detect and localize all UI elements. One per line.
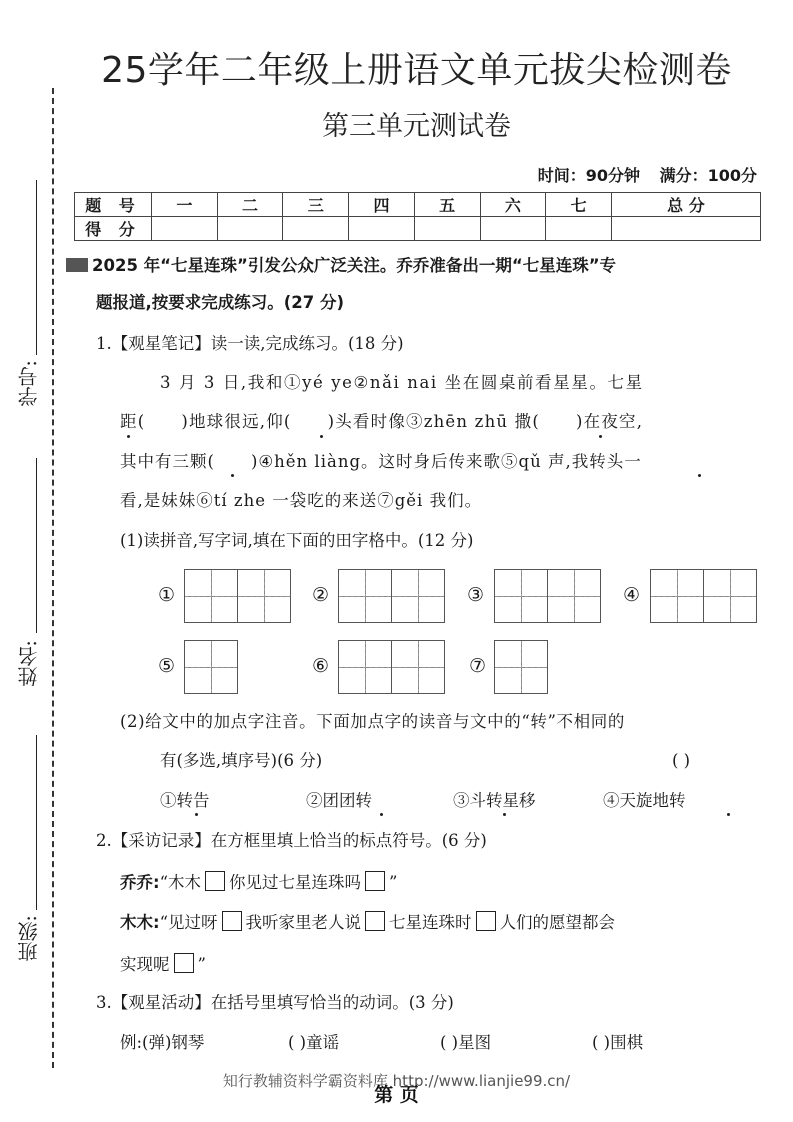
score-table-header-cell: 四 [349, 193, 415, 217]
tianzige-grid-2[interactable] [338, 569, 445, 623]
punctuation-box[interactable] [174, 953, 194, 973]
score-table-header-cell: 五 [414, 193, 480, 217]
exam-time: 时间：90分钟 [537, 166, 641, 185]
emphasis-dot [195, 813, 198, 816]
score-cell[interactable] [480, 217, 546, 241]
emphasis-dot [503, 813, 506, 816]
punctuation-box[interactable] [476, 911, 496, 931]
q1-sub2-answer[interactable]: ( ) [672, 751, 691, 770]
class-rule [36, 735, 37, 910]
grid-label: ③ [467, 584, 485, 606]
page-subtitle: 第三单元测试卷 [322, 111, 511, 142]
tianzige-grid-1[interactable] [184, 569, 291, 623]
emphasis-dot [380, 813, 383, 816]
name-rule [36, 458, 37, 633]
tianzige-grid-5[interactable] [184, 640, 238, 694]
tianzige-cell[interactable] [392, 641, 444, 693]
score-table-header-cell: 二 [217, 193, 283, 217]
tianzige-cell[interactable] [185, 570, 238, 622]
score-cell[interactable] [217, 217, 283, 241]
score-table-header-row [75, 193, 761, 217]
page-title: 25学年二年级上册语文单元拔尖检测卷 [101, 50, 732, 91]
q1-passage-line1: 3 月 3 日,我和①yé ye②nǎi nai 坐在圆桌前看星星。七星 [160, 373, 644, 392]
q1-sub2-line1: (2)给文中的加点字注音。下面加点字的读音与文中的“转”不相同的 [120, 712, 625, 731]
tianzige-cell[interactable] [651, 570, 704, 622]
q2-title: 2.【采访记录】在方框里填上恰当的标点符号。(6 分) [96, 831, 487, 850]
tianzige-cell[interactable] [392, 570, 444, 622]
q1-title: 1.【观星笔记】读一读,完成练习。(18 分) [96, 334, 404, 353]
score-cell[interactable] [546, 217, 612, 241]
exam-full-score: 满分：100分 [659, 166, 757, 185]
q3-blank-1[interactable]: ( )童谣 [288, 1033, 340, 1052]
emphasis-dot [599, 435, 602, 438]
score-table-header-cell: 总 分 [611, 193, 760, 217]
footer-watermark: 知行教辅资料学霸资料库 http://www.lianjie99.cn/ [222, 1072, 571, 1090]
section1-intro-line1: 2025 年“七星连珠”引发公众广泛关注。乔乔准备出一期“七星连珠”专 [66, 256, 616, 276]
exam-meta [524, 163, 757, 186]
class-label: 班级: [17, 915, 41, 962]
q2-line3: 实现呢 ” [120, 955, 206, 974]
section-mark [66, 258, 88, 272]
punctuation-box[interactable] [365, 871, 385, 891]
q3-blank-3[interactable]: ( )围棋 [592, 1033, 644, 1052]
score-table-header-cell: 三 [283, 193, 349, 217]
tianzige-grid-3[interactable] [494, 569, 601, 623]
student-id-label: 学号: [17, 360, 41, 407]
q1-passage-line4: 看,是妹妹⑥tí zhe 一袋吃的来送⑦gěi 我们。 [120, 491, 483, 510]
tianzige-cell[interactable] [339, 641, 392, 693]
tianzige-cell[interactable] [495, 641, 547, 693]
tianzige-cell[interactable] [185, 641, 237, 693]
tianzige-grid-7[interactable] [494, 640, 548, 694]
option-1: ①转告 [160, 791, 210, 810]
option-4: ④天旋地转 [603, 791, 686, 810]
option-2: ②团团转 [306, 791, 372, 810]
score-cell[interactable] [283, 217, 349, 241]
q1-passage-line3: 其中有三颗( )④hěn liàng。这时身后传来歌⑤qǔ 声,我转头一 [120, 452, 642, 471]
tianzige-grid-6[interactable] [338, 640, 445, 694]
emphasis-dot [127, 435, 130, 438]
page-number: 第 页 [374, 1084, 419, 1106]
tianzige-cell[interactable] [704, 570, 756, 622]
punctuation-box[interactable] [205, 871, 225, 891]
q1-passage-line2: 距( )地球很远,仰( )头看时像③zhēn zhū 撒( )在夜空, [120, 412, 644, 431]
q1-sub2-line2: 有(多选,填序号)(6 分) [160, 751, 323, 770]
q1-sub1: (1)读拼音,写字词,填在下面的田字格中。(12 分) [120, 531, 474, 550]
section1-intro-line2: 题报道,按要求完成练习。(27 分) [96, 293, 345, 312]
grid-label: ① [158, 584, 176, 606]
q2-line1: 乔乔:“木木 你见过七星连珠吗 ” [120, 873, 398, 892]
emphasis-dot [727, 813, 730, 816]
grid-label: ⑥ [312, 655, 330, 677]
score-table-score-row [75, 217, 761, 241]
tianzige-grid-4[interactable] [650, 569, 757, 623]
score-table-header-cell: 题 号 [75, 193, 152, 217]
student-id-rule [36, 180, 37, 355]
grid-label: ⑦ [469, 655, 487, 677]
score-row-label: 得 分 [75, 217, 152, 241]
score-cell[interactable] [414, 217, 480, 241]
q2-line2: 木木:“见过呀 我听家里老人说 七星连珠时 人们的愿望都会 [120, 913, 616, 932]
q3-title: 3.【观星活动】在括号里填写恰当的动词。(3 分) [96, 993, 454, 1012]
tianzige-cell[interactable] [339, 570, 392, 622]
tianzige-cell[interactable] [495, 570, 548, 622]
score-table-header-cell: 七 [546, 193, 612, 217]
q3-blank-2[interactable]: ( )星图 [440, 1033, 492, 1052]
score-table-header-cell: 六 [480, 193, 546, 217]
score-cell[interactable] [611, 217, 760, 241]
emphasis-dot [231, 474, 234, 477]
q3-example: 例:(弹)钢琴 [120, 1033, 205, 1052]
score-cell[interactable] [349, 217, 415, 241]
score-table [74, 192, 761, 241]
tianzige-cell[interactable] [548, 570, 600, 622]
binding-dashed-line [52, 88, 54, 1068]
grid-label: ⑤ [158, 655, 176, 677]
grid-label: ② [312, 584, 330, 606]
emphasis-dot [698, 474, 701, 477]
score-cell[interactable] [152, 217, 218, 241]
punctuation-box[interactable] [365, 911, 385, 931]
name-label: 姓名: [17, 640, 41, 687]
grid-label: ④ [623, 584, 641, 606]
option-3: ③斗转星移 [453, 791, 536, 810]
emphasis-dot [320, 435, 323, 438]
score-table-header-cell: 一 [152, 193, 218, 217]
tianzige-cell[interactable] [238, 570, 290, 622]
punctuation-box[interactable] [222, 911, 242, 931]
